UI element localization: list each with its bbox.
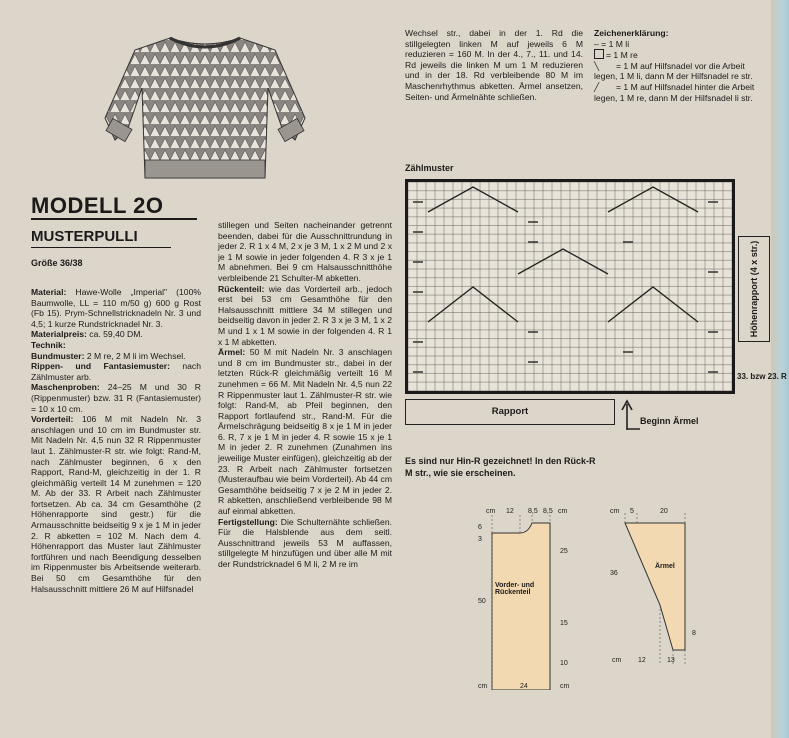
- sleeve-dim-side-36: 36: [610, 570, 618, 577]
- body-dim-side-10: 10: [560, 660, 568, 667]
- instructions-column-1: [31, 287, 201, 594]
- body-dim-top-cm: cm: [486, 508, 496, 515]
- sleeve-dim-top-5: 5: [630, 508, 634, 515]
- fertig-cont-text: Wechsel str., dabei in der 1. Rd die stillgelegten linken M auf jeweils 6 M reduzieren = 160 M. In der 4., 7., 11. und 14. Rd jeweils die linken M um 1 M reduzieren und in der 18. Rd verbleibende 80 M im Maschenrhythmus abketten. Ärmel ansetzen, Seiten- und Ärmelnähte schließen.: [405, 28, 583, 102]
- sleeve-schematic-label: Ärmel: [655, 563, 675, 570]
- aermel-text: 50 M mit Nadeln Nr. 3 anschlagen und 8 cm im Bundmuster str., dabei in der letzten Rück-R gleichmäßig verteilt 16 M zunehmen = 66 M. Mit Nadeln Nr. 4,5 nun 22 R Rippenmuster laut 1. Zählmuster-R str. wie folgt: Rand-M, ab Pfeil beginnen, den Rapport fortlaufend str., Rand-M. Für die Ärmelschrägung beidseitig 8 x je 1 M in jeder 6. R, 7 x je 1 M in jeder 4. R sowie 15 x je 1 M in jeder 2. R zunehmen (Zunahmen ins jeweilige Muster einfügen), gleichzeitig ab der 23. R Arbeit nach Zählmuster fortsetzen (Musteraufbau wie beim Vorderteil). Ab 44 cm Gesamthöhe beidseitig 7 x je 2 M in jeder 2. R abketten, anschließend verbleibende 98 M auf einmal abketten.: [218, 347, 393, 517]
- body-dim-bottom-cm: cm: [478, 683, 488, 690]
- model-subtitle: MUSTERPULLI: [31, 228, 138, 245]
- proben-label: Maschenproben:: [31, 382, 100, 393]
- repeat-bracket: [405, 399, 615, 425]
- body-dim-top-85b: 8,5: [543, 508, 553, 515]
- height-repeat-label: Höhenrapport (4 x str.): [749, 240, 759, 338]
- legend-item-cross-back: [594, 82, 770, 103]
- fertig-label: Fertigstellung:: [218, 516, 278, 527]
- sweater-illustration: [100, 28, 310, 188]
- proben-text: 24–25 M und 30 R (Rippenmuster) bzw. 31 R (Fantasiemuster) = 10 x 10 cm.: [31, 382, 201, 414]
- body-dim-top-85a: 8,5: [528, 508, 538, 515]
- arrow-up-icon: [620, 398, 642, 432]
- body-schematic-label: Vorder- und Rückenteil: [495, 582, 535, 596]
- legend-item-knit-text: = 1 M re: [606, 50, 638, 61]
- chart-note: Es sind nur Hin-R gezeichnet! In den Rück-R M str., wie sie erscheinen.: [405, 456, 596, 478]
- legend-item-purl: – = 1 M li: [594, 38, 630, 49]
- sleeve-dim-top-20: 20: [660, 508, 668, 515]
- repeat-label: Rapport: [491, 406, 529, 417]
- sleeve-start-label: Beginn Ärmel: [640, 416, 699, 426]
- vorder-label: Vorderteil:: [31, 414, 74, 425]
- body-schematic: [470, 505, 600, 690]
- body-dim-side-50: 50: [478, 598, 486, 605]
- preis-label: Materialpreis:: [31, 329, 87, 340]
- rueck-text: wie das Vorderteil arb., jedoch erst bei 53 cm Gesamthöhe für den Halsausschnitt mittlere 34 M stillegen und beidseitig davon in jeder 2. R 3 x je 3 M, 1 x 2 M und 1 x 1 M sowie in der folgenden 4. R 1 x 1 M abketten.: [218, 283, 392, 347]
- body-dim-top-12: 12: [506, 508, 514, 515]
- height-repeat-bracket: [738, 236, 770, 342]
- knitting-chart-grid: [408, 182, 732, 391]
- knit-square-icon: [594, 49, 604, 59]
- title-underline: [31, 218, 197, 220]
- row-label: 33. bzw 23. R: [737, 372, 787, 381]
- sleeve-dim-top-cm: cm: [610, 508, 620, 515]
- body-dim-bottom-cm2: cm: [560, 683, 570, 690]
- body-dim-bottom-24: 24: [520, 683, 528, 690]
- body-dim-side-3: 3: [478, 536, 482, 543]
- instructions-column-3: [405, 28, 583, 102]
- size-label: Größe 36/38: [31, 258, 83, 268]
- technik-label: Technik:: [31, 339, 66, 350]
- page-edge: [771, 0, 789, 738]
- rueck-label: Rückenteil:: [218, 283, 265, 294]
- material-label: Material:: [31, 287, 67, 297]
- model-title: MODELL 2O: [31, 193, 164, 218]
- body-dim-top-cm2: cm: [558, 508, 568, 515]
- cross-right-icon: ╱: [594, 81, 600, 92]
- fertig-text: Die Schulternähte schließen. Für die Halsblende aus dem seitl. Ausschnittrand jeweils 53 M auffassen, stillgelegte M hinzufügen und über alle M mit der Rundstricknadel 6 M li, 2 M re im: [218, 516, 392, 569]
- vorder-text: 106 M mit Nadeln Nr. 3 anschlagen und 10 cm im Bundmuster str. Mit Nadeln Nr. 4,5 nun 32 R Rippenmuster laut 1. Zählmuster-R str. wie folgt: Rand-M, nach Zählmuster beginnen, 6 x den Rapport, Rand-M, gleichzeitig in der 1. R gleichmäßig verteilt 14 M zunehmen = 120 M. Ab der 33. R Arbeit nach Zählmuster fortsetzen. Ab ca. 34 cm Gesamthöhe (2 Höhenrapporte sind gestr.) für die Armausschnitte beidseitig 9 x je 1 M in jeder 2. R abketten = 102 M. Nach dem 4. Höhenrapport das Muster laut Zählmuster fortführen und nach Beendigung desselben im Rippenmuster bis Arbeitsende weiterarb. Bei 50 cm Gesamthöhe für den Halsausschnitt mittlere 26 M auf Hilfsnadel: [31, 414, 201, 594]
- sleeve-dim-bottom-12: 12: [638, 657, 646, 664]
- vorder-cont-text: stillegen und Seiten nacheinander getrennt beenden, dabei für die Ausschnittrundung in jeder 2. R 1 x 4 M, 2 x je 3 M, 1 x 2 M und 2 x je 1 M sowie in jeder folgenden 4. R 3 x je 1 M abnehmen. Bei 9 cm Halsausschnitthöhe verbleibende 21 Schulter-M abketten.: [218, 220, 392, 283]
- sleeve-dim-bottom-cm: cm: [612, 657, 622, 664]
- legend-item-knit: [594, 49, 770, 61]
- chart-title: Zählmuster: [405, 163, 454, 173]
- symbol-legend: [594, 28, 770, 103]
- sleeve-dim-side-8: 8: [692, 630, 696, 637]
- body-dim-side-25: 25: [560, 548, 568, 555]
- cross-left-icon: ╲: [594, 60, 600, 71]
- legend-item-cross-front-text: = 1 M auf Hilfsnadel vor die Arbeit legen, 1 M li, dann M der Hilfsnadel re str.: [594, 60, 753, 82]
- knitting-chart: [405, 179, 735, 394]
- preis-text: ca. 59,40 DM.: [89, 329, 143, 340]
- sleeve-dim-bottom-13: 13: [667, 657, 675, 664]
- legend-item-cross-back-text: = 1 M auf Hilfsnadel hinter die Arbeit legen, 1 M re, dann M der Hilfsnadel li str.: [594, 81, 755, 103]
- rippen-label: Rippen- und Fantasiemuster:: [31, 361, 170, 372]
- material-text: Hawe-Wolle „Imperial" (100% Baumwolle, LL = 110 m/50 g) 600 g Rost (Fb 15). Prym-Schnellstricknadeln Nr. 3 und 4,5; 1 kurze Rundstricknadel Nr. 3.: [31, 287, 201, 329]
- bund-text: 2 M re, 2 M li im Wechsel.: [86, 350, 186, 361]
- legend-heading: Zeichenerklärung:: [594, 28, 669, 38]
- subtitle-underline: [31, 247, 171, 248]
- legend-item-cross-front: [594, 61, 770, 82]
- instructions-column-2: [218, 220, 392, 570]
- body-dim-side-6: 6: [478, 524, 482, 531]
- bund-label: Bundmuster:: [31, 350, 85, 361]
- rippen-text: nach Zählmuster arb.: [31, 361, 202, 382]
- aermel-label: Ärmel:: [218, 347, 246, 358]
- sleeve-schematic: [615, 505, 705, 675]
- body-dim-side-15: 15: [560, 620, 568, 627]
